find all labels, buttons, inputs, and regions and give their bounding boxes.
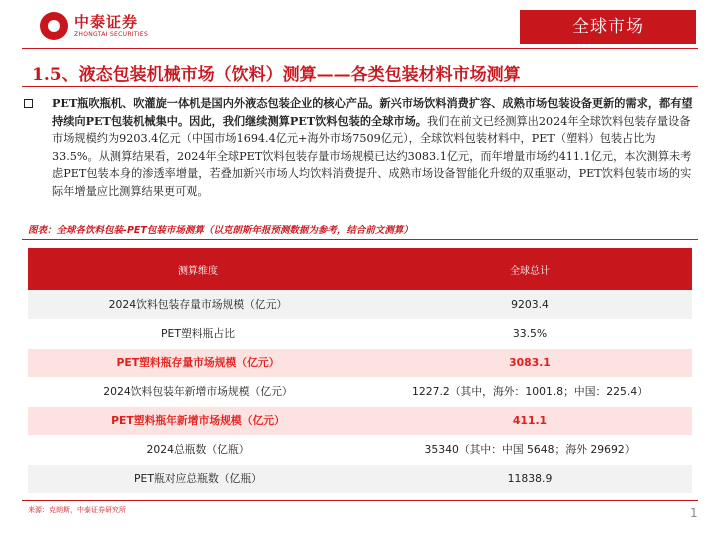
table-row <box>28 290 692 319</box>
body-paragraph <box>52 95 697 200</box>
header-dimension: 测算维度 <box>28 248 368 290</box>
table-header-row <box>28 248 692 290</box>
cell-dimension: 2024饮料包装年新增市场规模（亿元） <box>28 377 368 406</box>
table-row <box>28 348 692 377</box>
cell-value: 9203.4 <box>368 290 692 319</box>
table-row <box>28 377 692 406</box>
header-divider <box>22 48 698 49</box>
cell-value: 1227.2（其中，海外：1001.8；中国：225.4） <box>368 377 692 406</box>
section-banner: 全球市场 <box>520 10 696 44</box>
paragraph-lead: PET瓶吹瓶机、吹灌旋一体机是国内外液态包装企业的核心产品。新兴市场饮料消费扩容、成熟市场包装设备更新的需求，都有望持续向PET包装机械集中。因此，我们继续测算PET饮料包装的全球市场。 <box>52 96 693 128</box>
header-global-total: 全球总计 <box>368 248 692 290</box>
table-row <box>28 406 692 435</box>
table-row <box>28 464 692 493</box>
cell-dimension: PET塑料瓶占比 <box>28 319 368 348</box>
title-divider <box>22 86 698 87</box>
cell-value: 33.5% <box>368 319 692 348</box>
cell-dimension: PET塑料瓶年新增市场规模（亿元） <box>28 406 368 435</box>
cell-value: 11838.9 <box>368 464 692 493</box>
logo-name-en: ZHONGTAI SECURITIES <box>74 30 149 38</box>
page-number: 1 <box>690 506 698 520</box>
cell-dimension: 2024饮料包装存量市场规模（亿元） <box>28 290 368 319</box>
page-title: 1.5、液态包装机械市场（饮料）测算——各类包装材料市场测算 <box>32 65 521 85</box>
market-estimate-table <box>28 248 692 494</box>
company-logo <box>40 12 148 40</box>
table-caption: 图表：全球各饮料包装-PET包装市场测算（以克朗斯年报预测数据为参考，结合前文测算） <box>22 224 698 240</box>
cell-dimension: PET塑料瓶存量市场规模（亿元） <box>28 348 368 377</box>
logo-mark-icon <box>40 12 68 40</box>
source-note: 来源：克朗斯，中泰证券研究所 <box>28 506 126 514</box>
cell-dimension: 2024总瓶数（亿瓶） <box>28 435 368 464</box>
logo-text <box>74 14 148 39</box>
table-row <box>28 319 692 348</box>
cell-dimension: PET瓶对应总瓶数（亿瓶） <box>28 464 368 493</box>
footer-divider <box>22 500 698 501</box>
cell-value: 35340（其中：中国 5648；海外 29692） <box>368 435 692 464</box>
square-bullet-icon <box>24 99 33 108</box>
cell-value: 3083.1 <box>368 348 692 377</box>
logo-name-cn: 中泰证券 <box>74 12 139 31</box>
cell-value: 411.1 <box>368 406 692 435</box>
paragraph-body: 我们在前文已经测算出2024年全球饮料包装存量设备市场规模约为9203.4亿元（中国市场1694.4亿元+海外市场7509亿元），全球饮料包装材料中，PET（塑料）包装占比为33.5%。从测算结果看，2024年全球PET饮料包装存量市场规模已达约3083.1亿元，而年增量市场约411.1亿元，本次测算未考虑PET包装本身的渗透率增量，若叠加新兴市场人均饮料消费提升、成熟市场设备智能化升级的双重驱动，PET饮料包装市场的实际年增量应比测算结果更可观。 <box>52 114 692 198</box>
table-row <box>28 435 692 464</box>
